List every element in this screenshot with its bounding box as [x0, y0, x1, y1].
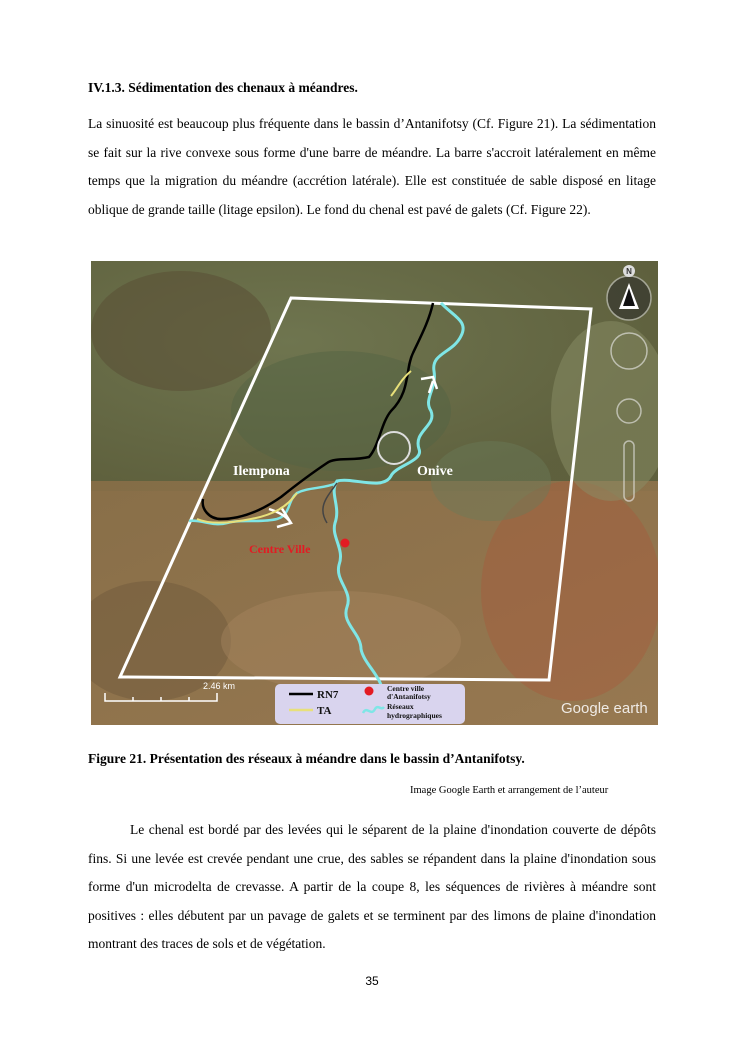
map-legend — [275, 684, 465, 724]
legend-ta: TA — [317, 705, 332, 717]
legend-reseaux-line2: hydrographiques — [387, 711, 442, 720]
legend-centre-ville-line1: Centre ville — [387, 684, 425, 693]
centre-ville-marker — [341, 539, 350, 548]
label-centre-ville: Centre Ville — [249, 542, 311, 556]
label-onive: Onive — [417, 464, 453, 479]
figure-caption: Figure 21. Présentation des réseaux à méandre dans le bassin d’Antanifotsy. — [88, 751, 525, 766]
legend-reseaux-line1: Réseaux — [387, 702, 414, 711]
label-ilempona: Ilempona — [233, 464, 290, 479]
google-earth-watermark: Google earth — [561, 700, 648, 717]
paragraph-levees: Le chenal est bordé par des levées qui le séparent de la plaine d'inondation couverte de dépôts fins. Si une levée est crevée pendant une crue, des sables se répandent dans la plaine d'inondation sous forme d'un microdelta de crevasse. A partir de la coupe 8, les séquences de rivières à méandre sont positives : elles débutent par un pavage de galets et se terminent par des limons de plaine d'inondation montrant des traces de sols et de végétation. — [88, 822, 656, 951]
page-number: 35 — [365, 974, 379, 988]
figure-credit: Image Google Earth et arrangement de l’auteur — [410, 785, 609, 796]
section-heading: IV.1.3. Sédimentation des chenaux à méandres. — [88, 80, 358, 95]
legend-rn7: RN7 — [317, 689, 339, 701]
satellite-map-figure — [91, 261, 658, 725]
compass-letter: N — [626, 267, 632, 276]
legend-centre-ville-line2: d'Antanifotsy — [387, 692, 431, 701]
satellite-map — [91, 261, 658, 725]
paragraph-intro: La sinuosité est beaucoup plus fréquente dans le bassin d’Antanifotsy (Cf. Figure 21). La sédimentation se fait sur la rive convexe sous forme d'une barre de méandre. La barre s'accroit latéralement en même temps que la migration du méandre (accrétion latérale). Elle est constituée de sable disposé en litage oblique de grande taille (litage epsilon). Le fond du chenal est pavé de galets (Cf. Figure 22). — [88, 116, 656, 217]
scale-label: 2.46 km — [203, 681, 236, 691]
